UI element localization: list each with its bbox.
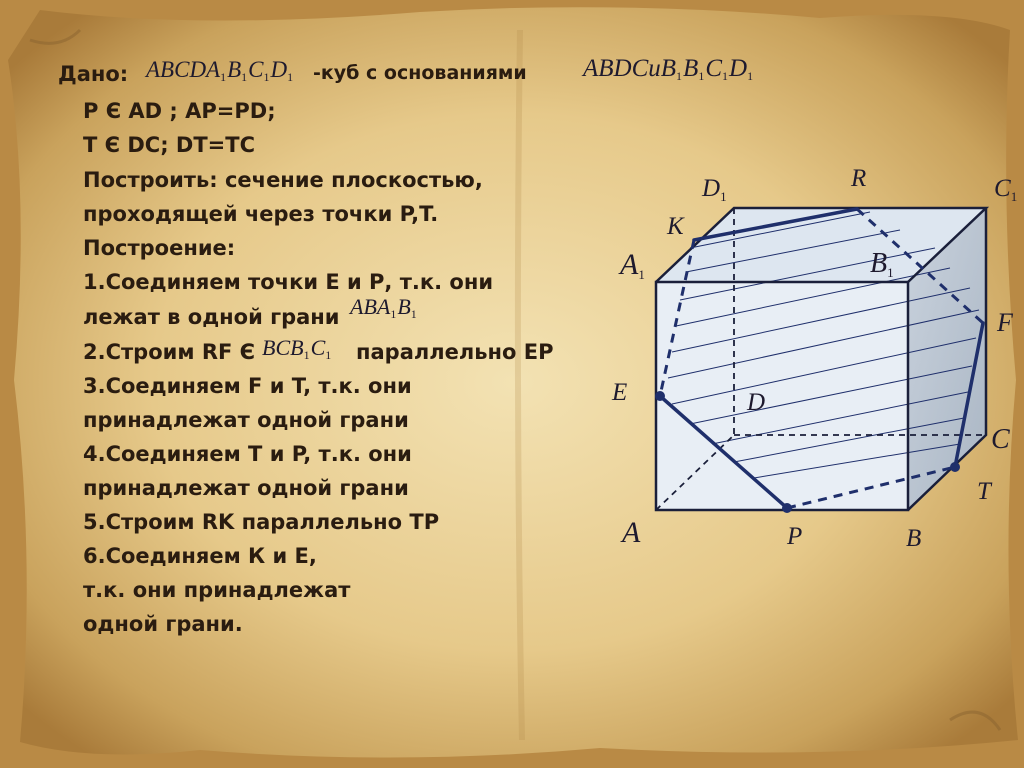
step-1-line-1: 1.Соединяем точки Е и Р, т.к. они [83,270,494,294]
label-k: K [667,213,684,240]
step-1-line-2: лежат в одной грани [83,305,340,329]
step-2-line-2: параллельно ЕР [356,340,554,364]
step-2-line-1: 2.Строим RF Є [83,340,256,364]
label-c: C [991,424,1010,455]
step-4-line-1: 4.Соединяем T и P, т.к. они [83,442,412,466]
given-label: Дано: [58,62,129,86]
point-t-dot [950,462,960,472]
condition-p: P Є AD ; AP=PD; [83,99,276,123]
cube-front-face [656,282,908,510]
label-d1: $D_1$ [702,175,727,204]
label-a: A [622,516,641,549]
construction-heading: Построение: [83,236,236,260]
step-6-line-1: 6.Соединяем К и Е, [83,544,317,568]
cube-notation: $ABCDA_1B_1C_1D_1$ [146,57,294,84]
step-3-line-2: принадлежат одной грани [83,408,409,432]
task-line-2: проходящей через точки P,T. [83,202,439,226]
face-notation-1: $ABA_1B_1$ [350,294,417,321]
task-line-1: Построить: сечение плоскостью, [83,168,483,192]
bases-notation: $ABDCuB_1B_1C_1D_1$ [583,55,754,83]
label-f: F [997,308,1013,337]
label-e: E [612,379,628,406]
label-b1: $B_1$ [870,248,894,280]
label-c1: $C_1$ [994,175,1018,204]
label-p: P [787,523,803,550]
condition-t: T Є DC; DT=TC [83,133,255,157]
step-5: 5.Строим RK параллельно TP [83,510,440,534]
label-t: T [977,478,991,505]
label-b: B [906,525,922,552]
point-e-dot [655,391,665,401]
step-4-line-2: принадлежат одной грани [83,476,409,500]
label-r: R [851,165,867,192]
face-notation-2: $BCB_1C_1$ [262,335,332,362]
label-a1: $A_1$ [620,248,645,282]
cube-suffix: -куб с основаниями [313,62,527,84]
step-6-line-2: т.к. они принадлежат [83,578,351,602]
label-d: D [747,389,766,416]
point-p-dot [782,503,792,513]
step-6-line-3: одной грани. [83,612,243,636]
step-3-line-1: 3.Соединяем F и T, т.к. они [83,374,412,398]
